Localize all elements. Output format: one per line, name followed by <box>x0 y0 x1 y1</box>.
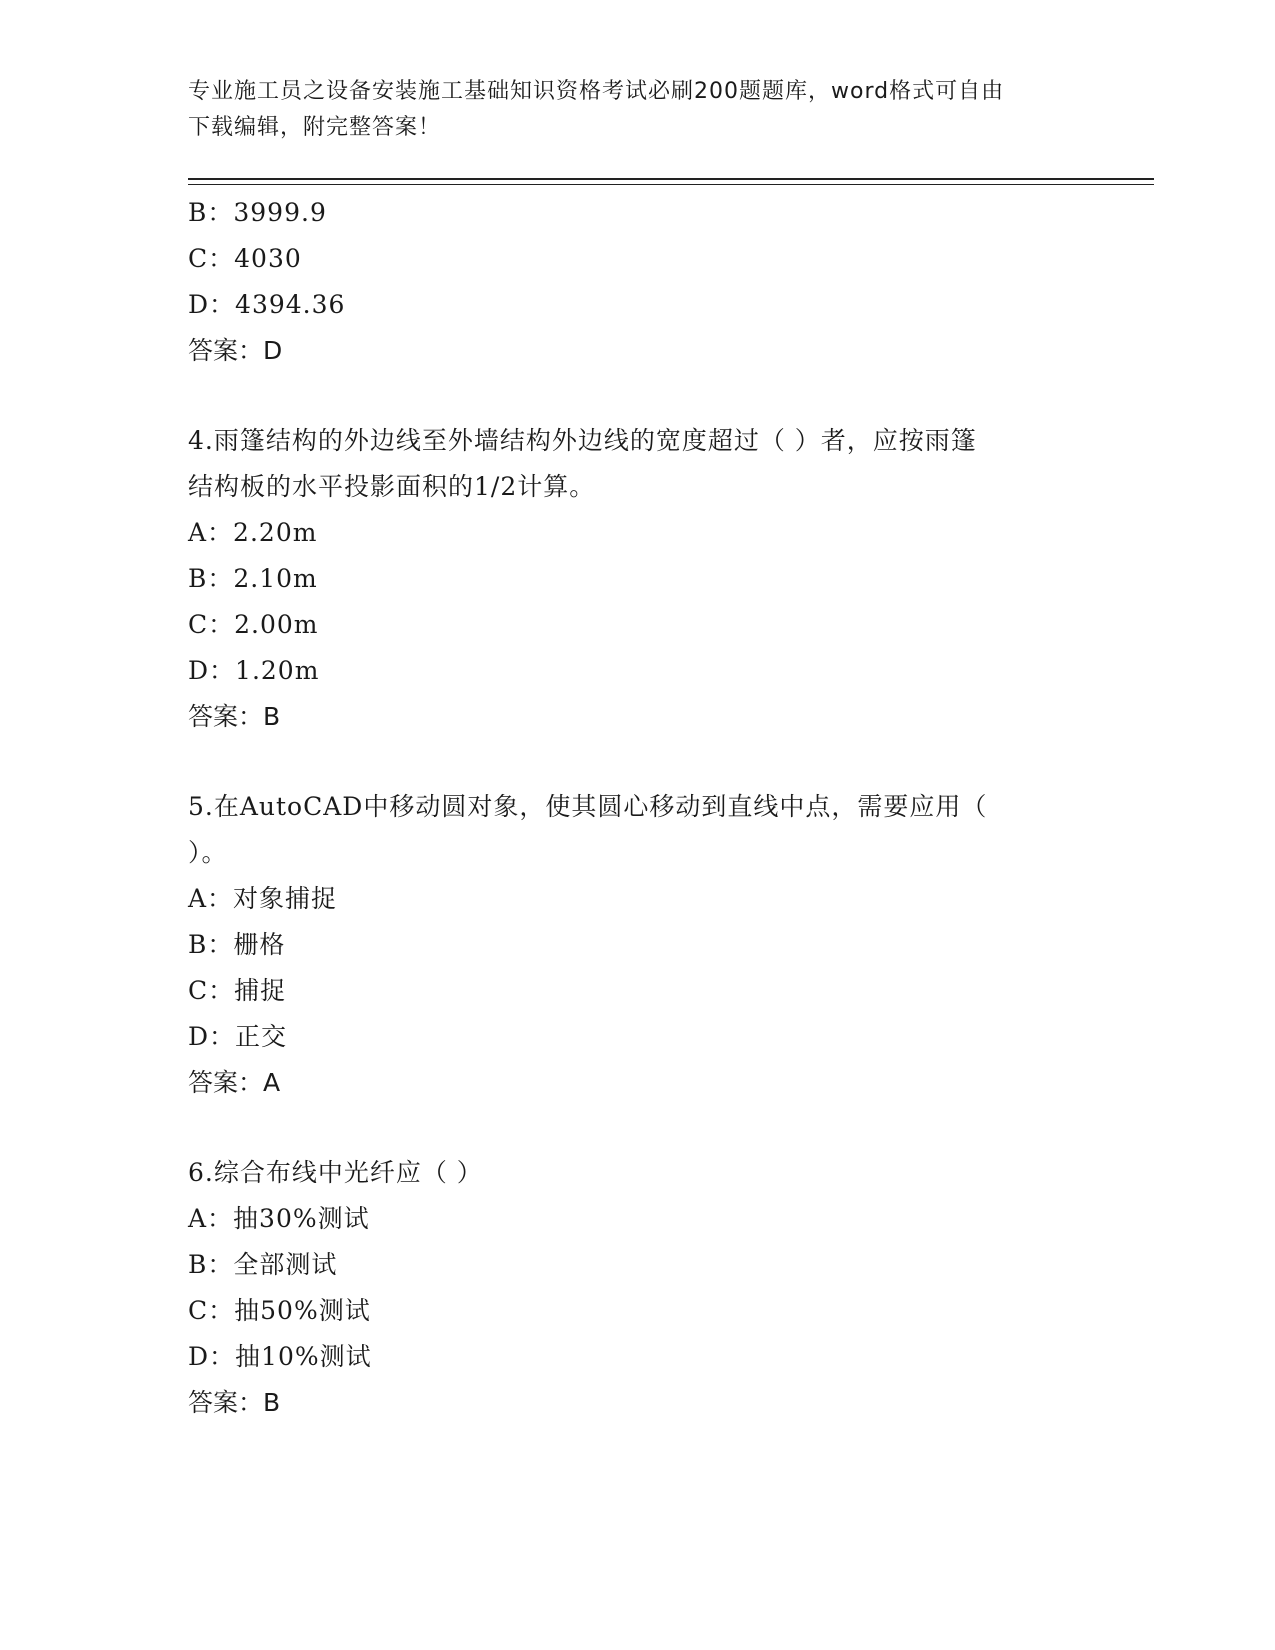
option-a: A：2.20m <box>188 518 318 547</box>
question-5 <box>188 784 1088 1106</box>
option-c: C：抽50%测试 <box>188 1296 371 1325</box>
header-line-1: 专业施工员之设备安装施工基础知识资格考试必刷200题题库，word格式可自由 <box>188 79 1005 104</box>
option-d: D：4394.36 <box>188 290 346 319</box>
answer: 答案：D <box>188 336 283 365</box>
option-d: D：1.20m <box>188 656 320 685</box>
question-stem <box>188 1150 1088 1196</box>
answer: 答案：B <box>188 1388 281 1417</box>
question-stem-line-2: 结构板的水平投影面积的1/2计算。 <box>188 472 596 501</box>
header-rule-thick <box>188 178 1154 180</box>
header-line-2: 下载编辑，附完整答案！ <box>188 115 442 140</box>
question-4 <box>188 418 1088 740</box>
option-d: D：正交 <box>188 1022 288 1051</box>
question-stem-line-1: 4.雨篷结构的外边线至外墙结构外边线的宽度超过（ ）者，应按雨篷 <box>188 426 977 455</box>
question-stem <box>188 418 1088 510</box>
option-c: C：4030 <box>188 244 302 273</box>
question-stem-line-1: 5.在AutoCAD中移动圆对象，使其圆心移动到直线中点，需要应用（ <box>188 792 988 821</box>
option-d: D：抽10%测试 <box>188 1342 372 1371</box>
question-3-continued <box>188 190 1088 374</box>
document-body <box>188 190 1088 1426</box>
question-stem <box>188 784 1088 876</box>
option-a: A：抽30%测试 <box>188 1204 370 1233</box>
option-c: C：捕捉 <box>188 976 287 1005</box>
option-b: B：全部测试 <box>188 1250 338 1279</box>
question-stem-line-2: ）。 <box>188 838 228 867</box>
option-c: C：2.00m <box>188 610 319 639</box>
header-rule-thin <box>188 184 1154 185</box>
option-b: B：2.10m <box>188 564 318 593</box>
option-b: B：3999.9 <box>188 198 327 227</box>
question-6 <box>188 1150 1088 1426</box>
document-header <box>188 74 1088 146</box>
answer: 答案：A <box>188 1068 281 1097</box>
answer: 答案：B <box>188 702 281 731</box>
option-b: B：栅格 <box>188 930 286 959</box>
option-a: A：对象捕捉 <box>188 884 338 913</box>
question-stem-line-1: 6.综合布线中光纤应（ ） <box>188 1158 483 1187</box>
